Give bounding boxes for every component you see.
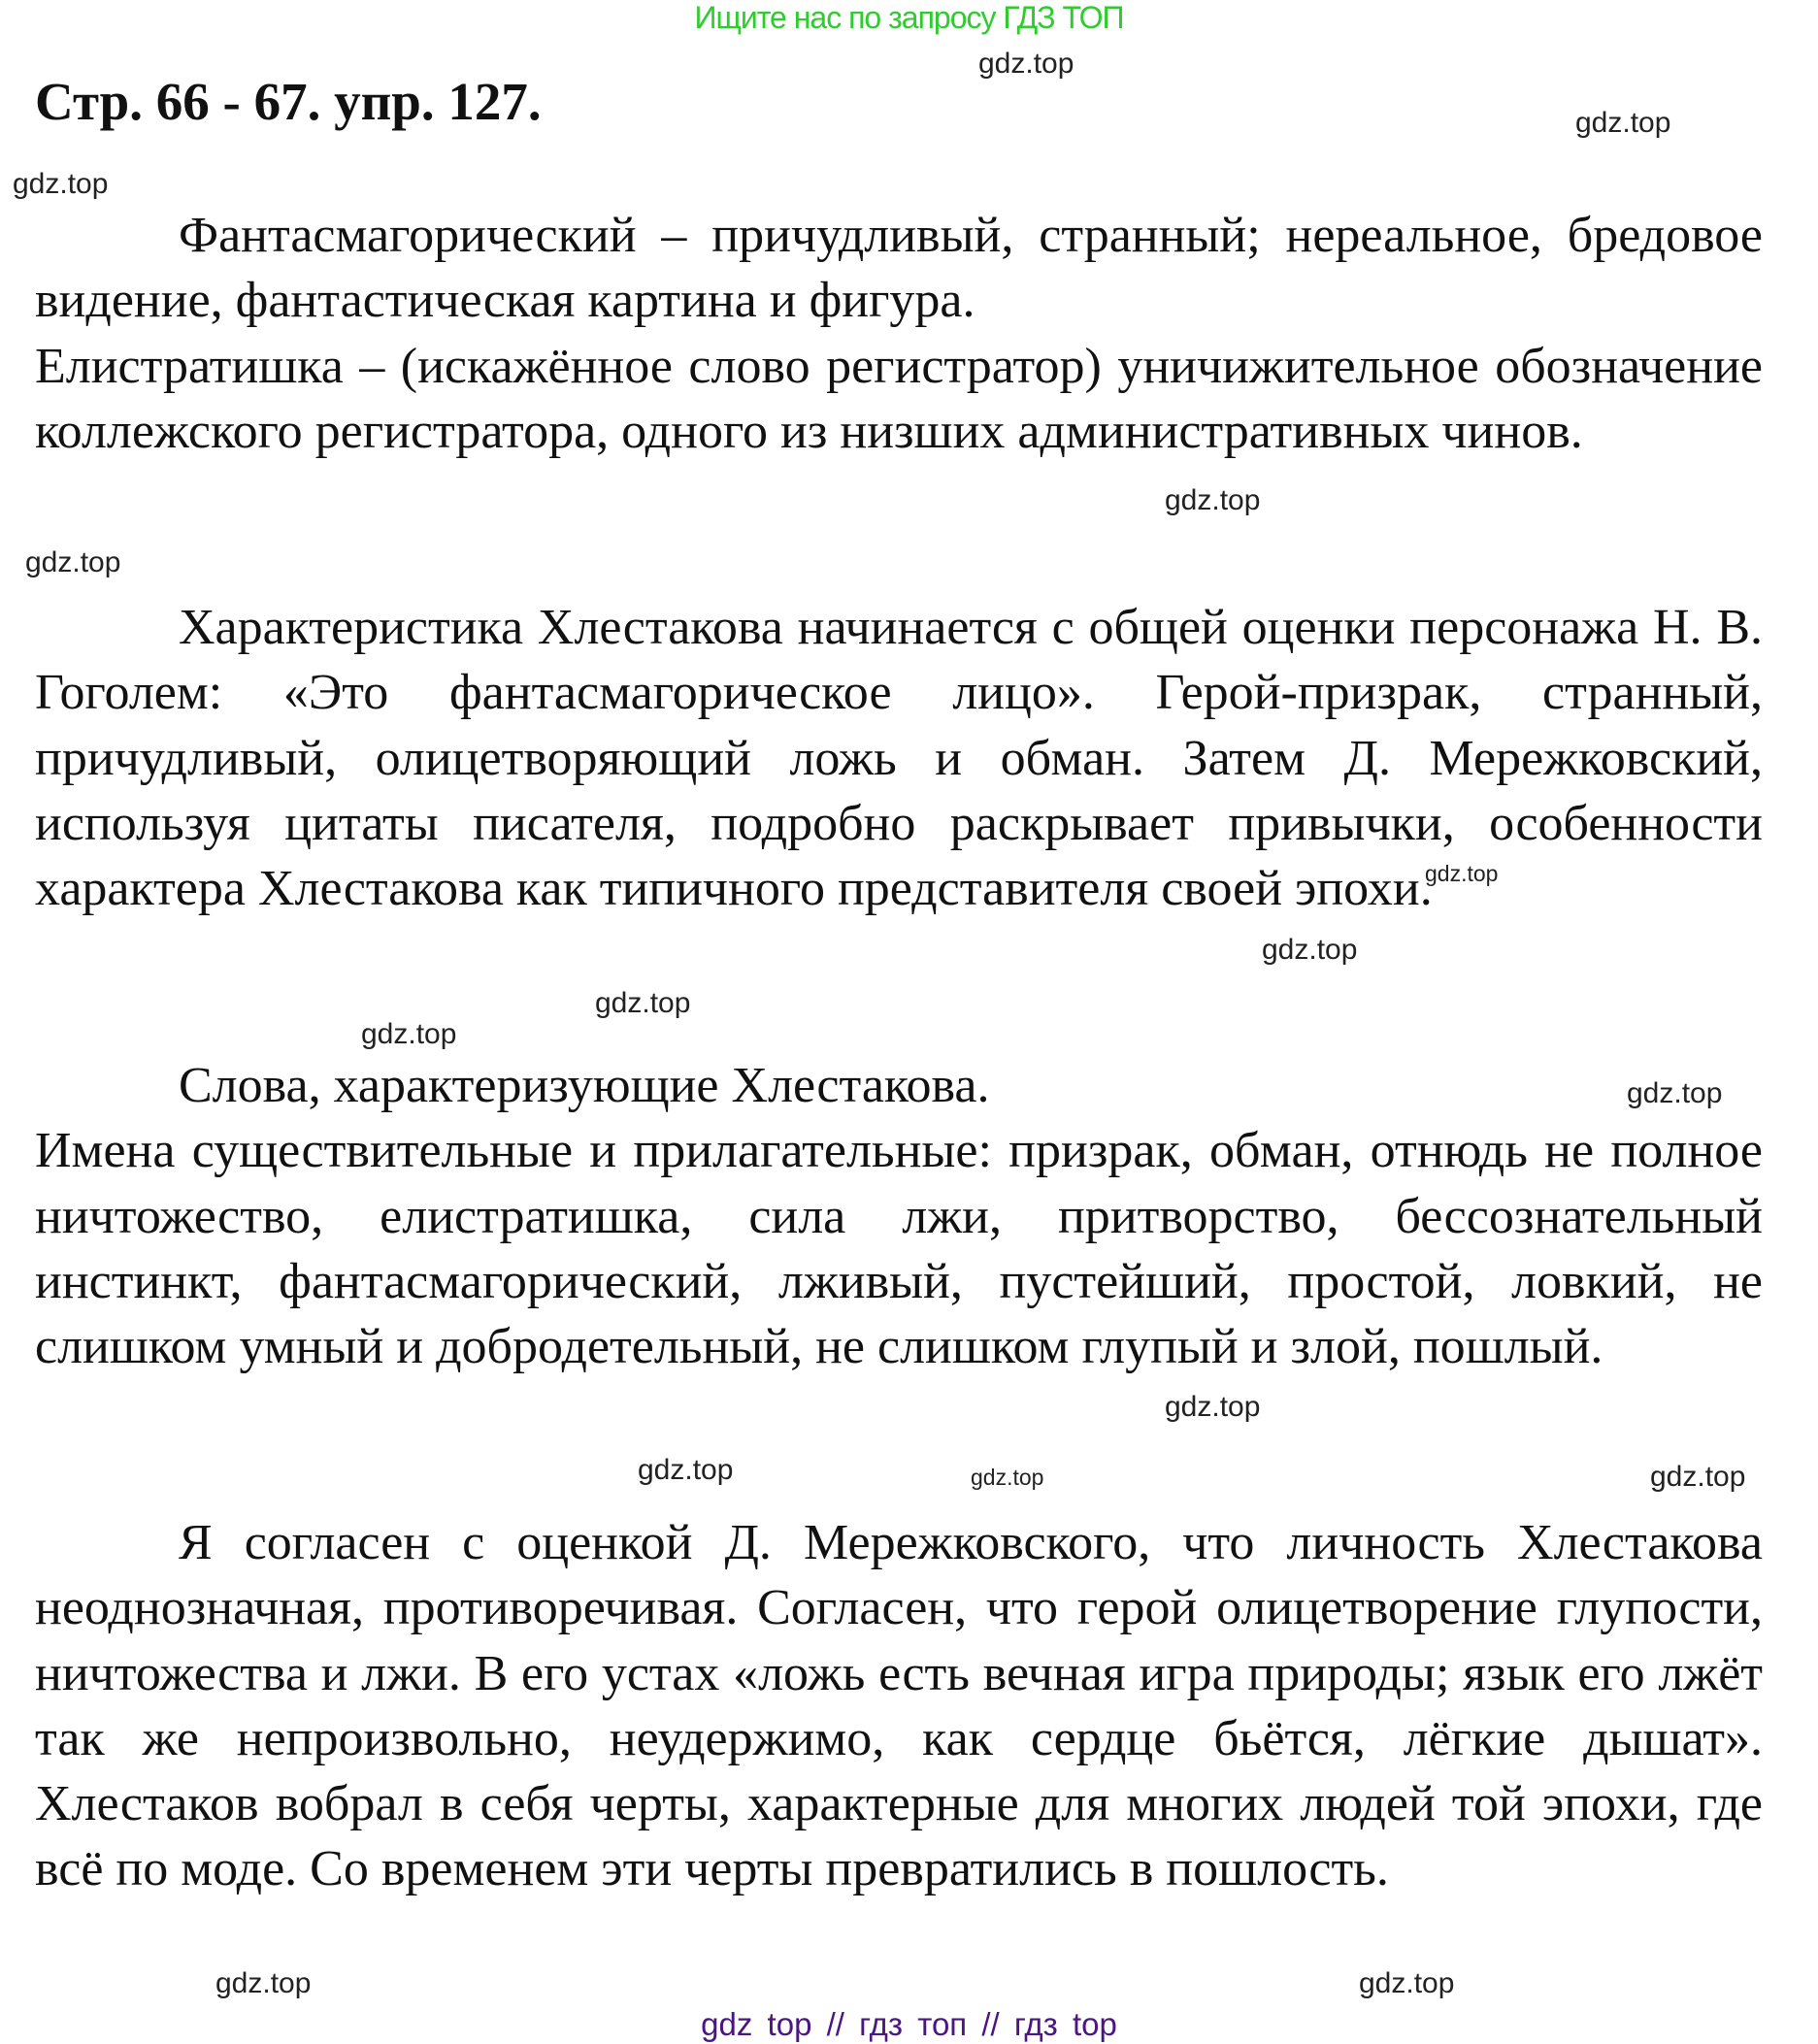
- search-banner[interactable]: Ищите нас по запросу ГДЗ ТОП: [694, 0, 1124, 35]
- watermark: gdz.top: [1165, 484, 1261, 516]
- watermark: gdz.top: [1650, 1461, 1746, 1493]
- definitions-section: [35, 203, 1763, 464]
- watermark: gdz.top: [595, 987, 691, 1019]
- watermark: gdz.top: [1262, 934, 1358, 966]
- page-title: Стр. 66 - 67. упр. 127.: [35, 72, 542, 131]
- opinion-section: [35, 1510, 1763, 1902]
- watermark: gdz.top: [215, 1967, 312, 1999]
- definition-paragraph: Елистратишка – (искажённое слово регистратор) уничижительное обозначение коллежского регистратора, одного из низших административных чинов.: [35, 338, 1763, 459]
- watermark: gdz.top: [638, 1454, 734, 1486]
- definition-paragraph: Фантасмагорический – причудливый, странный; нереальное, бредовое видение, фантастическая картина и фигура.: [35, 208, 1763, 329]
- watermark: gdz.top: [1165, 1391, 1261, 1423]
- watermark: gdz.top: [971, 1465, 1044, 1490]
- footer-links[interactable]: gdz top // гдз топ // гдз top: [701, 2006, 1117, 2042]
- characteristic-section: [35, 595, 1763, 921]
- watermark: gdz.top: [1359, 1967, 1455, 1999]
- characteristic-paragraph: Характеристика Хлестакова начинается с общей оценки персонажа Н. В. Гоголем: «Это фантасмагорическое лицо». Герой-призрак, странный, причудливый, олицетворяющий ложь и обман. Затем Д. Мережковский, используя цитаты писателя, подробно раскрывает привычки, особенности характера Хлестакова как типичного представителя своей эпохи.: [35, 600, 1763, 917]
- watermark: gdz.top: [1575, 107, 1671, 139]
- watermark: gdz.top: [361, 1018, 457, 1050]
- opinion-paragraph: Я согласен с оценкой Д. Мережковского, что личность Хлестакова неоднозначная, противоречивая. Согласен, что герой олицетворение глупости, ничтожества и лжи. В его устах «ложь есть вечная игра природы; язык его лжёт так же непроизвольно, неудержимо, как сердце бьётся, лёгкие дышат». Хлестаков вобрал в себя черты, характерные для многих людей той эпохи, где всё по моде. Со временем эти черты превратились в пошлость.: [35, 1515, 1763, 1897]
- watermark: gdz.top: [13, 168, 109, 200]
- watermark: gdz.top: [1627, 1077, 1723, 1109]
- words-paragraph: Имена существительные и прилагательные: призрак, обман, отнюдь не полное ничтожество, елистратишка, сила лжи, притворство, бессознательный инстинкт, фантасмагорический, лживый, пустейший, простой, ловкий, не слишком умный и добродетельный, не слишком глупый и злой, пошлый.: [35, 1123, 1763, 1375]
- watermark: gdz.top: [1425, 861, 1499, 886]
- words-heading: Слова, характеризующие Хлестакова.: [179, 1058, 990, 1113]
- words-section: [35, 1053, 1763, 1379]
- watermark: gdz.top: [25, 546, 121, 578]
- watermark: gdz.top: [978, 48, 1074, 80]
